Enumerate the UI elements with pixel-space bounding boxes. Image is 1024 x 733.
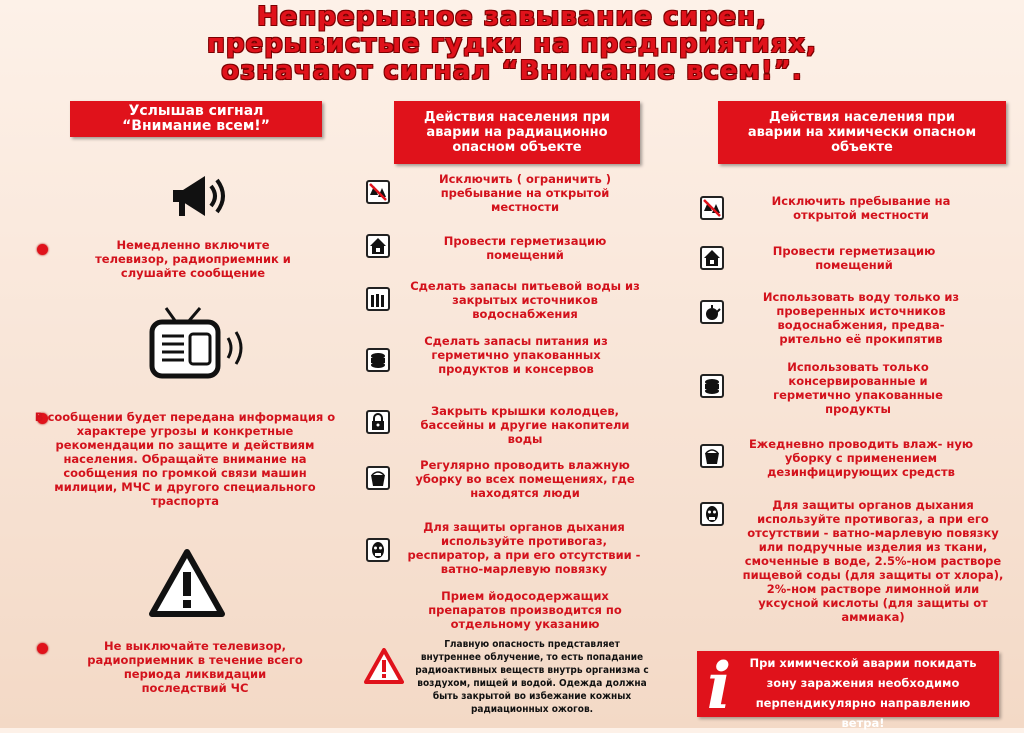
- col2-header: [394, 101, 640, 164]
- food-cans-icon: [700, 374, 724, 398]
- bucket-icon: [366, 466, 390, 490]
- col2-item-1-text: Исключить ( ограничить ) пребывание на открытой местности: [438, 172, 612, 214]
- title-line-3: означают сигнал “Внимание всем!”.: [221, 56, 803, 86]
- title-line-1: Непрерывное завывание сирен,: [257, 2, 767, 32]
- bullet-dot: [37, 643, 48, 654]
- col2-item-7-text: Для защиты органов дыхания используйте противогаз, респиратор, а при его отсутствии - ватно-марлевую повязку: [407, 520, 641, 576]
- col1-item-1-text: Немедленно включите телевизор, радиоприемник и слушайте сообщение: [95, 238, 291, 280]
- col3-item-4-text: Использовать только консервированные и герметично упакованные продукты: [773, 360, 943, 416]
- col1-item-3-text: Не выключайте телевизор, радиоприемник в течение всего периода ликвидации последствий ЧС: [87, 639, 303, 695]
- kettle-icon: [700, 300, 724, 324]
- col3-header: [718, 101, 1006, 164]
- col2-note: Главную опасность представляет внутреннее облучение, то есть попадание радиоактивных веществ внутрь организма с воздухом, пищей и водой. Одежда должна быть закрытой во избежание кожных радиационных ожогов.: [415, 639, 649, 715]
- no-forest-icon: [700, 196, 724, 220]
- bucket-icon: [700, 444, 724, 468]
- col1-header: [70, 101, 322, 137]
- col3-item-3-text: Использовать воду только из проверенных источников водоснабжения, предва- рительно её прокипятив: [762, 290, 960, 346]
- col3-item-1-text: Исключить пребывание на открытой местности: [771, 194, 951, 222]
- bullet-dot: [37, 244, 48, 255]
- col2-item-2-text: Провести герметизацию помещений: [443, 234, 607, 262]
- face-mask-icon: [366, 538, 390, 562]
- col2-header-text: Действия населения при аварии на радиационно опасном объекте: [424, 110, 610, 155]
- warning-icon: [364, 648, 404, 688]
- col3-header-text: Действия населения при аварии на химически опасном объекте: [747, 110, 977, 155]
- radio-icon: [148, 306, 254, 388]
- col3-item-5-text: Ежедневно проводить влаж- ную уборку с применением дезинфицирующих средств: [748, 437, 974, 479]
- megaphone-icon: [165, 170, 235, 234]
- col3-alert-text: При химической аварии покидать зону заражения необходимо перпендикулярно направлению ветра!: [749, 656, 977, 730]
- col2-item-5-text: Закрыть крышки колодцев, бассейны и другие накопители воды: [420, 404, 630, 446]
- house-icon: [700, 246, 724, 270]
- page-title: [0, 4, 1024, 85]
- col2-item-8-text: Прием йодосодержащих препаратов производится по отдельному указанию: [428, 589, 622, 631]
- info-icon: i: [706, 649, 732, 724]
- title-line-2: прерывистые гудки на предприятиях,: [206, 29, 817, 59]
- col3-item-2-text: Провести герметизацию помещений: [772, 244, 936, 272]
- face-mask-icon: [700, 502, 724, 526]
- col3-alert-box: [697, 651, 999, 730]
- col3-item-6-text: Для защиты органов дыхания используйте противогаз, а при его отсутствии - ватно-марлевую повязку или подручные изделия из ткани, смоченные в воде, 2.5%-ном растворе пищевой соды (для защиты от хлора), 2%-ном растворе лимонной или уксусной кислоты (для защиты от аммиака): [742, 498, 1004, 624]
- col2-item-3-text: Сделать запасы питьевой воды из закрытых источников водоснабжения: [410, 279, 640, 321]
- house-icon: [366, 234, 390, 258]
- lock-icon: [366, 410, 390, 434]
- no-forest-icon: [366, 180, 390, 204]
- col1-header-text: Услышав сигнал “Внимание всем!”: [122, 103, 270, 134]
- warning-icon: [148, 548, 226, 622]
- col2-item-6-text: Регулярно проводить влажную уборку во всех помещениях, где находятся люди: [415, 458, 635, 500]
- bottles-icon: [366, 287, 390, 311]
- food-cans-icon: [366, 348, 390, 372]
- col1-item-2-text: В сообщении будет передана информация о характере угрозы и конкретные рекомендации по защите и действиям населения. Обращайте внимание на сообщения по громкой связи машин милиции, МЧС и другого специального траспорта: [34, 410, 336, 508]
- col2-item-4-text: Сделать запасы питания из герметично упакованных продуктов и консервов: [424, 334, 608, 376]
